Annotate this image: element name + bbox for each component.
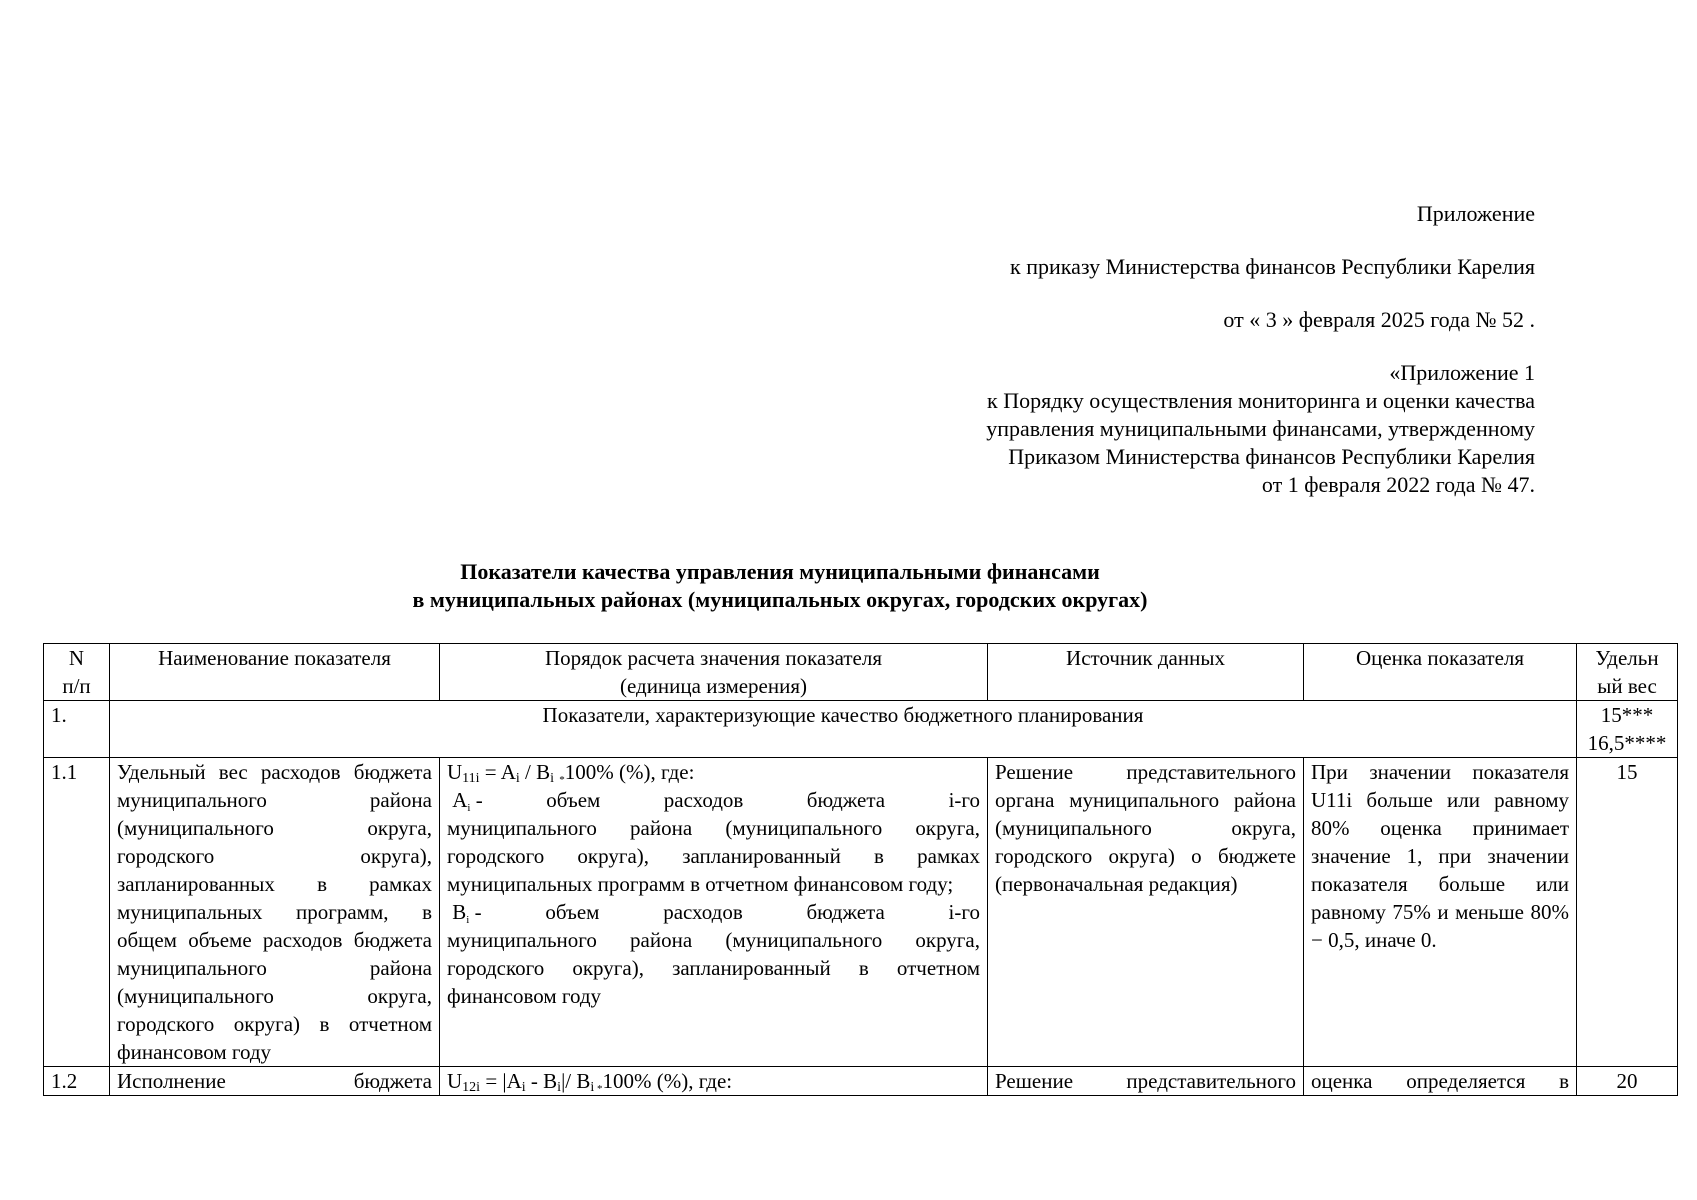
indicators-table <box>43 643 1678 1096</box>
document-title <box>0 558 1560 614</box>
title-line-2: в муниципальных районах (муниципальных округах, городских округах) <box>412 587 1148 612</box>
procedure-line-3: Приказом Министерства финансов Республики Карелия <box>1008 444 1535 469</box>
section-weight-line-1: 15*** <box>1600 703 1654 727</box>
section-weight-line-2: 16,5**** <box>1587 731 1667 755</box>
procedure-line-1: к Порядку осуществления мониторинга и оценки качества <box>987 388 1535 413</box>
variable-b-line <box>447 898 980 926</box>
var-word: i-го <box>948 900 980 924</box>
header-eval: Оценка показателя <box>1304 644 1577 701</box>
indicator-name: Удельный вес расходов бюджета муниципального района (муниципального округа, городского округа), запланированных в рамках муниципальных программ, в общем объеме расходов бюджета муниципального района (муниципального округа, городского округа) в отчетном финансовом году <box>110 758 440 1067</box>
formula-sub: 12i <box>462 1080 481 1095</box>
header-source: Источник данных <box>988 644 1304 701</box>
formula-part: - B <box>525 1069 558 1093</box>
appendix-label: Приложение <box>1416 201 1535 226</box>
header-calc <box>440 644 988 701</box>
header-weight-line-1: Удельн <box>1595 646 1659 670</box>
var-letter: A <box>452 788 468 812</box>
header-calc-line-2: (единица измерения) <box>619 674 808 698</box>
formula-sub: 11i <box>462 771 480 786</box>
var-sub: i <box>466 914 470 926</box>
header-name: Наименование показателя <box>110 644 440 701</box>
data-source: Решение представительного <box>988 1067 1304 1096</box>
variable-a-desc: муниципального района (муниципального округа, городского округа), запланированный в рамках муниципальных программ в отчетном финансовом году; <box>447 816 980 896</box>
order-date: от « 3 » февраля 2025 года № 52 . <box>1223 307 1535 332</box>
formula-sub: i <box>590 1080 595 1095</box>
header-num-line-1: N <box>68 646 85 670</box>
calc-method <box>440 758 988 1067</box>
variable-b-desc: муниципального района (муниципального округа, городского округа), запланированный в отчетном финансовом году <box>447 928 980 1008</box>
section-title: Показатели, характеризующие качество бюджетного планирования <box>110 701 1577 758</box>
formula-sub: i <box>550 771 555 786</box>
section-num: 1. <box>44 701 110 758</box>
formula-sub: i <box>521 1080 526 1095</box>
variable-a-line <box>447 786 980 814</box>
table-row <box>44 1067 1678 1096</box>
evaluation: оценка определяется в <box>1304 1067 1577 1096</box>
formula-part: = A <box>479 760 516 784</box>
header-calc-line-1: Порядок расчета значения показателя <box>544 646 882 670</box>
header-num-line-2: п/п <box>62 674 91 698</box>
row-num: 1.2 <box>44 1067 110 1096</box>
table-row <box>44 758 1678 1067</box>
title-line-1: Показатели качества управления муниципальными финансами <box>460 559 1100 584</box>
formula-var: U <box>447 760 463 784</box>
order-reference: к приказу Министерства финансов Республики Карелия <box>1010 254 1535 279</box>
formula-sub: i <box>557 1080 562 1095</box>
var-word: объем <box>545 900 600 924</box>
header-weight <box>1577 644 1678 701</box>
formula-mult: * <box>594 1083 603 1095</box>
data-source: Решение представительного органа муниципального района (муниципального округа, городского округа) о бюджете (первоначальная редакция) <box>988 758 1304 1067</box>
weight: 15 <box>1577 758 1678 1067</box>
calc-method <box>440 1067 988 1096</box>
header-weight-line-2: ый вес <box>1597 674 1657 698</box>
procedure-line-2: управления муниципальными финансами, утвержденному <box>986 416 1535 441</box>
appendix1-label: «Приложение 1 <box>1389 360 1535 385</box>
var-letter: B <box>452 900 467 924</box>
weight: 20 <box>1577 1067 1678 1096</box>
table-header-row <box>44 644 1678 701</box>
var-word: объем <box>546 788 601 812</box>
indicator-name: Исполнение бюджета <box>110 1067 440 1096</box>
formula-sub: i <box>515 771 520 786</box>
var-sub: i <box>467 802 471 814</box>
var-word: расходов <box>663 788 744 812</box>
formula-part: |/ B <box>561 1069 591 1093</box>
var-word: расходов <box>663 900 743 924</box>
formula-var: U <box>447 1069 463 1093</box>
appendix-header <box>635 200 1535 499</box>
var-word: i-го <box>948 788 980 812</box>
procedure-line-4: от 1 февраля 2022 года № 47. <box>1261 472 1535 497</box>
section-row <box>44 701 1678 758</box>
var-word: бюджета <box>806 900 885 924</box>
variable-a <box>447 786 483 814</box>
var-dash: - <box>470 788 483 812</box>
section-weight <box>1577 701 1678 758</box>
var-word: бюджета <box>806 788 886 812</box>
variable-b <box>447 898 482 926</box>
row-num: 1.1 <box>44 758 110 1067</box>
formula-mult: * <box>559 774 565 786</box>
formula-line <box>447 1067 980 1095</box>
header-num <box>44 644 110 701</box>
formula-part: 100% (%), где: <box>564 760 695 784</box>
formula-part: / B <box>519 760 551 784</box>
formula-line <box>447 758 980 786</box>
evaluation: При значении показателя U11i больше или равному 80% оценка принимает значение 1, при значении показателя больше или равному 75% и меньше 80% − 0,5, иначе 0. <box>1304 758 1577 1067</box>
formula-part: 100% (%), где: <box>602 1069 733 1093</box>
formula-part: = |A <box>480 1069 522 1093</box>
var-dash: - <box>469 900 482 924</box>
